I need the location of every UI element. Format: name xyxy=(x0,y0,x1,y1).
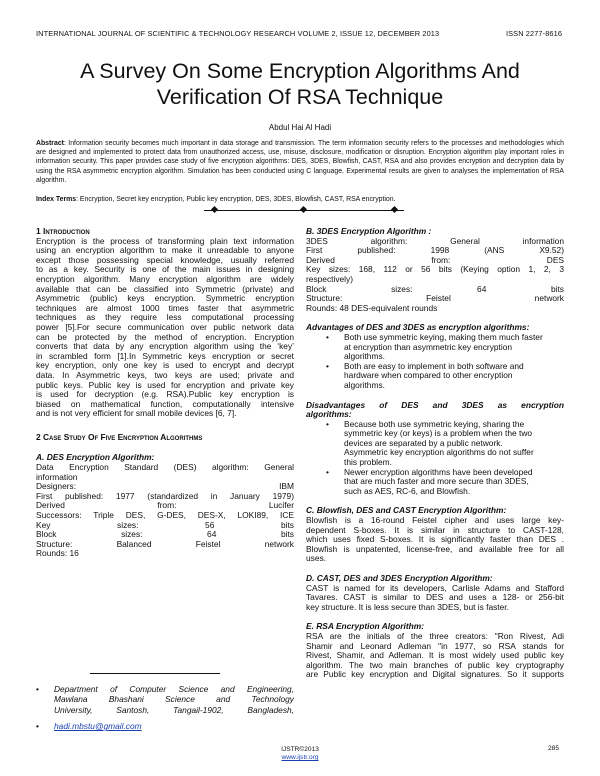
section-2-heading xyxy=(36,433,294,443)
text-line: Structure: Feistel network xyxy=(306,294,564,304)
right-column xyxy=(306,227,564,680)
bullet-icon: • xyxy=(326,331,329,342)
index-terms-text: : Encryption, Secret key encryption, Public key encryption, DES, 3DES, Blowfish, CAST, RSA encryption. xyxy=(76,196,396,203)
text-line: Block sizes: 64 bits xyxy=(306,284,564,294)
footnote xyxy=(36,684,294,732)
text-line: Tavares. CAST is similar to DES and uses a 128- or 256-bit xyxy=(306,593,564,603)
section-title: Introduction xyxy=(43,226,90,236)
text-line: Rounds: 48 DES-equivalent rounds xyxy=(306,303,438,313)
affiliation xyxy=(54,684,294,715)
text-line: symmetric key (or keys) is a problem when the two xyxy=(344,429,533,439)
disadvantages-heading xyxy=(306,401,564,420)
bullet-icon: • xyxy=(326,360,329,371)
section-1-heading xyxy=(36,227,294,237)
bullet-icon: • xyxy=(326,466,329,477)
bullet-icon: • xyxy=(36,721,39,732)
subsection-d-heading: D. CAST, DES and 3DES Encryption Algorithm: xyxy=(306,573,493,583)
issn-header: ISSN 2277-8616 xyxy=(506,29,563,38)
journal-header: INTERNATIONAL JOURNAL OF SCIENTIFIC & TECHNOLOGY RESEARCH VOLUME 2, ISSUE 12, DECEMBER 2013 xyxy=(36,29,440,38)
page-number: 285 xyxy=(548,745,560,752)
text-line: Key sizes: 56 bits xyxy=(36,520,294,530)
text-line: algorithms. xyxy=(344,352,385,362)
text-line: CAST is named for its developers, Carlisle Adams and Stafford xyxy=(306,583,564,593)
text-line: Both are easy to implement in both software and xyxy=(344,361,524,371)
divider-diamond-icon xyxy=(300,206,307,213)
subsection-a-heading: A. DES Encryption Algorithm: xyxy=(36,452,155,463)
text-line: information xyxy=(36,472,78,482)
text-line: Derived from: DES xyxy=(306,255,564,265)
text-line: Because both use symmetric keying, sharing the xyxy=(344,419,525,429)
text-line: Asymmetric key encryption algorithms do not suffer xyxy=(344,448,534,458)
text-line: encryption algorithm. Many encryption algorithm are widely xyxy=(36,274,294,284)
heading-line: Disadvantages of DES and 3DES as encryption xyxy=(306,399,564,410)
text-line: Designers: IBM xyxy=(36,482,294,492)
footer-code: IJSTR©2013 xyxy=(281,746,319,753)
text-line: Derived from: Lucifer xyxy=(36,501,294,511)
text-line: Block sizes: 64 bits xyxy=(36,530,294,540)
text-line: techniques are almost 1000 times faster that asymmetric xyxy=(36,303,294,313)
title-line: Verification Of RSA Technique xyxy=(156,85,444,109)
text-line: University, Santosh, Tangail-1902, Bangladesh, xyxy=(54,704,294,715)
text-line: dependent S-boxes. It is similar in structure to CAST-128, xyxy=(306,525,564,535)
abstract-label: Abstract xyxy=(36,140,64,147)
text-line: this problem. xyxy=(344,458,392,468)
text-line: Shamir and Leonard Adleman "in 1977, so RSA stands for xyxy=(306,641,564,651)
blowfish-body xyxy=(306,516,564,564)
index-terms-label: Index Terms xyxy=(36,196,77,203)
text-line: Both use symmetric keying, making them much faster xyxy=(344,332,543,342)
text-line: devices are separated by a public network. xyxy=(344,438,503,448)
index-terms xyxy=(36,196,564,203)
text-line: key encryption, only one key is used to encrypt and decrypt xyxy=(36,361,294,371)
bullet-icon: • xyxy=(326,418,329,429)
text-line: public keys. Public key is used for encryption and private key xyxy=(36,380,294,390)
text-line: Department of Computer Science and Engineering, xyxy=(54,684,294,694)
text-line: RSA are the initials of the three creators: "Ron Rivest, Adi xyxy=(306,631,564,641)
text-line: 3DES algorithm: General information xyxy=(306,236,564,246)
text-line: is used for decryption (e.g. RSA).Public key encryption is xyxy=(36,390,294,400)
3des-info xyxy=(306,237,564,314)
text-line: Blowfish is a 16-round Feistel cipher and uses large key- xyxy=(306,516,564,526)
text-line: algorithm. The two main branches of public key cryptography xyxy=(306,660,564,670)
text-line: data. In Asymmetric keys, two keys are used; private and xyxy=(36,370,294,380)
text-line: Key sizes: 168, 112 or 56 bits (Keying option 1, 2, 3 xyxy=(306,265,564,275)
text-line: such as AES, RC-6, and Blowfish. xyxy=(344,486,471,496)
text-line: Structure: Balanced Feistel network xyxy=(36,539,294,549)
list-item xyxy=(306,420,564,468)
section-number: 2 xyxy=(36,431,41,442)
cast-body xyxy=(306,584,564,613)
bullet-icon: • xyxy=(36,684,39,694)
text-line: can be protected by the method of encryption. Encryption xyxy=(36,332,294,342)
title-line: A Survey On Some Encryption Algorithms And xyxy=(80,59,520,83)
text-line: Data Encryption Standard (DES) algorithm: General xyxy=(36,463,294,473)
text-line: Mawlana Bhashani Science and Technology xyxy=(54,694,294,705)
text-line: Rivest, Shamir, and Adleman. It is most widely used public key xyxy=(306,651,564,661)
text-line: First published: 1977 (standardized in January 1979) xyxy=(36,491,294,501)
text-line: in scrambled form [1].In Symmetric keys encryption or secret xyxy=(36,351,294,361)
text-line: Rounds: 16 xyxy=(36,549,79,559)
list-item xyxy=(306,333,564,362)
text-line: key structure. It is less secure than 3DES, but is faster. xyxy=(306,602,509,612)
text-line: using an encryption algorithm to make it unreadable to anyone xyxy=(36,246,294,256)
text-line: respectively) xyxy=(306,274,354,284)
text-line: uses. xyxy=(306,554,327,564)
heading-line: algorithms: xyxy=(306,409,352,420)
text-line: and is not very efficient for small mobile devices [6, 7]. xyxy=(36,409,237,419)
text-line: Newer encryption algorithms have been developed xyxy=(344,467,533,477)
advantages-list xyxy=(306,333,564,391)
text-line: except those possessing special knowledge, usually referred xyxy=(36,255,294,265)
page-footer xyxy=(0,746,600,763)
text-line: Blowfish is unpatented, license-free, and available free for all xyxy=(306,544,564,554)
des-info xyxy=(36,463,294,559)
text-line: Successors: Triple DES, G-DES, DES-X, LOKI89, ICE xyxy=(36,511,294,521)
introduction-body xyxy=(36,237,294,419)
text-line: available that can be classified into Symmetric (private) and xyxy=(36,284,294,294)
text-line: which uses fixed S-boxes. It is significantly faster than DES . xyxy=(306,535,564,545)
author-email-link[interactable]: hadi.mbstu@gmail.com xyxy=(54,721,142,732)
advantages-heading: Advantages of DES and 3DES as encryption algorithms: xyxy=(306,322,530,333)
text-line: techniques as they require less computational processing xyxy=(36,313,294,323)
text-line: to as a key. Security is one of the main issues in designing xyxy=(36,265,294,275)
divider-diamond-icon xyxy=(211,206,218,213)
disadvantages-list xyxy=(306,420,564,497)
text-line: hardware when compared to other encryption xyxy=(344,371,513,381)
abstract-text: : Information security becomes much important in data storage and transmission. The term information security refers to the processes and methodologies which are designed and implemented to protect data from unauthorized access, use, misuse, disclosure, modification or disruption. Encryption algorithm play important roles in information security. This paper provides case study of five encryption algorithms: DES, 3DES, Blowfish, CAST, RSA and also provides encryption and decryption data by using the RSA asymmetric encryption algorithm. Simulation has been conducted using C language. Experimental results are given to analyses the implementation of RSA algorithm. xyxy=(36,140,564,184)
subsection-e-heading: E. RSA Encryption Algorithm: xyxy=(306,621,425,632)
section-number: 1 xyxy=(36,226,41,236)
rsa-body xyxy=(306,632,564,680)
text-line: First published: 1998 (ANS X9.52) xyxy=(306,246,564,256)
paper-title xyxy=(30,58,570,110)
text-line: biased on mathematical function, computationally intensive xyxy=(36,399,294,409)
footnote-rule xyxy=(90,673,220,674)
text-line: converts that data by any encryption algorithm using the ‘key’ xyxy=(36,342,294,352)
subsection-c-heading: C. Blowfish, DES and CAST Encryption Algorithm: xyxy=(306,505,507,516)
text-line: are Public key encryption and Digital signatures. So it supports xyxy=(306,670,564,680)
list-item xyxy=(306,362,564,391)
left-column xyxy=(36,227,294,559)
subsection-b-heading: B. 3DES Encryption Algorithm : xyxy=(306,226,432,236)
divider-diamond-icon xyxy=(391,206,398,213)
text-line: algorithms. xyxy=(344,380,385,390)
author-name: Abdul Hai Al Hadi xyxy=(268,123,332,132)
text-line: at encryption than asymmetric key encryption xyxy=(344,342,513,352)
text-line: Asymmetric (public) keys encryption. Symmetric encryption xyxy=(36,294,294,304)
text-line: that are much faster and more secure than 3DES, xyxy=(344,477,529,487)
section-title: Case Study Of Five Encryption Algorithms xyxy=(43,431,203,442)
footer-url-link[interactable]: www.ijstr.org xyxy=(281,754,319,762)
abstract xyxy=(36,139,564,185)
text-line: Encryption is the process of transforming plain text information xyxy=(36,236,294,246)
list-item xyxy=(306,468,564,497)
text-line: power [5].For secure communication over public network data xyxy=(36,322,294,332)
